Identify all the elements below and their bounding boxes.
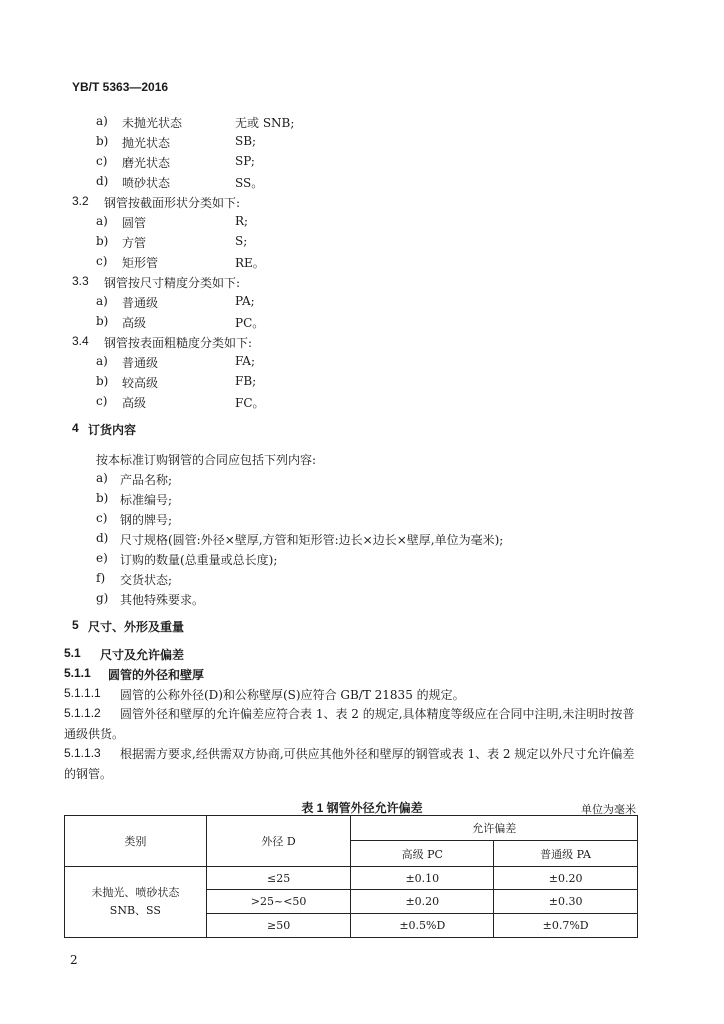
list-letter: e) <box>96 551 108 565</box>
category-cell: 未抛光、喷砂状态 SNB、SS <box>65 867 207 938</box>
list-letter: a) <box>96 294 108 308</box>
list-code: S; <box>235 234 248 248</box>
list-letter: b) <box>96 234 109 248</box>
list-code: PC。 <box>235 316 265 330</box>
list-text: 标准编号; <box>120 493 173 507</box>
list-label: 圆管 <box>122 216 147 230</box>
section-number: 4 <box>72 421 79 435</box>
list-label: 抛光状态 <box>122 136 171 150</box>
section-number: 5.1.1.3 <box>64 746 101 760</box>
list-text: 其他特殊要求。 <box>120 593 205 607</box>
list-text: 尺寸规格(圆管:外径×壁厚,方管和矩形管:边长×边长×壁厚,单位为毫米); <box>120 533 504 547</box>
page-number: 2 <box>70 953 78 967</box>
list-text: 订购的数量(总重量或总长度); <box>120 553 278 567</box>
list-letter: f) <box>96 571 106 585</box>
list-text: 产品名称; <box>120 473 173 487</box>
list-code: PA; <box>235 294 255 308</box>
list-code: SP; <box>235 154 255 168</box>
list-letter: a) <box>96 354 108 368</box>
list-code: SS。 <box>235 176 264 190</box>
section-heading: 尺寸、外形及重量 <box>88 620 185 634</box>
section-number: 5.1.1.2 <box>64 706 101 720</box>
section-text: 根据需方要求,经供需双方协商,可供应其他外径和壁厚的钢管或表 1、表 2 规定以外尺寸允许偏差的钢管。 <box>64 747 635 781</box>
od-cell: ≥50 <box>206 914 351 938</box>
table-unit: 单位为毫米 <box>581 803 636 816</box>
header-pa: 普通级 PA <box>494 841 638 867</box>
section-heading: 尺寸及允许偏差 <box>100 648 185 662</box>
header-deviation: 允许偏差 <box>351 816 638 841</box>
section-number: 3.3 <box>72 274 89 288</box>
pa-cell: ±0.7%D <box>494 914 638 938</box>
pc-cell: ±0.10 <box>351 867 494 890</box>
list-code: 无或 SNB; <box>235 116 295 130</box>
section-number: 3.2 <box>72 194 89 208</box>
pa-cell: ±0.20 <box>494 867 638 890</box>
table-caption: 表 1 钢管外径允许偏差 <box>301 801 423 815</box>
list-letter: d) <box>96 174 109 188</box>
list-label: 磨光状态 <box>122 156 171 170</box>
section-text: 按本标准订购钢管的合同应包括下列内容: <box>96 453 317 467</box>
section-text: 圆管的公称外径(D)和公称壁厚(S)应符合 GB/T 21835 的规定。 <box>120 688 465 702</box>
pc-cell: ±0.5%D <box>351 914 494 938</box>
list-letter: c) <box>96 511 108 525</box>
list-code: SB; <box>235 134 257 148</box>
section-text: 钢管按尺寸精度分类如下: <box>104 276 241 290</box>
section-text: 圆管外径和壁厚的允许偏差应符合表 1、表 2 的规定,具体精度等级应在合同中注明,未注明时按普通级供货。 <box>64 707 635 741</box>
section-number: 5.1.1.1 <box>64 686 101 700</box>
list-letter: b) <box>96 374 109 388</box>
list-code: FC。 <box>235 396 265 410</box>
list-letter: a) <box>96 214 108 228</box>
document-header: YB/T 5363—2016 <box>72 80 169 94</box>
list-letter: g) <box>96 591 109 605</box>
list-label: 方管 <box>122 236 147 250</box>
list-letter: c) <box>96 154 108 168</box>
od-cell: >25~<50 <box>206 890 351 914</box>
list-label: 喷砂状态 <box>122 176 171 190</box>
section-text: 钢管按截面形状分类如下: <box>104 196 241 210</box>
list-label: 普通级 <box>122 356 159 370</box>
list-letter: c) <box>96 254 108 268</box>
list-letter: a) <box>96 471 108 485</box>
list-letter: a) <box>96 114 108 128</box>
section-number: 5 <box>72 618 79 632</box>
list-letter: d) <box>96 531 109 545</box>
header-od: 外径 D <box>206 816 351 867</box>
list-text: 钢的牌号; <box>120 513 173 527</box>
section-number: 5.1 <box>64 646 81 660</box>
list-label: 矩形管 <box>122 256 159 270</box>
od-cell: ≤25 <box>206 867 351 890</box>
list-text: 交货状态; <box>120 573 173 587</box>
list-code: R; <box>235 214 249 228</box>
deviation-table <box>64 815 638 938</box>
list-label: 未抛光状态 <box>122 116 183 130</box>
list-label: 较高级 <box>122 376 159 390</box>
list-label: 高级 <box>122 396 147 410</box>
section-heading: 订货内容 <box>88 423 137 437</box>
list-label: 高级 <box>122 316 147 330</box>
section-heading: 圆管的外径和壁厚 <box>108 668 205 682</box>
section-number: 3.4 <box>72 334 89 348</box>
list-letter: b) <box>96 314 109 328</box>
list-code: RE。 <box>235 256 265 270</box>
pa-cell: ±0.30 <box>494 890 638 914</box>
header-category: 类别 <box>65 816 207 867</box>
list-letter: c) <box>96 394 108 408</box>
list-letter: b) <box>96 491 109 505</box>
list-code: FB; <box>235 374 257 388</box>
section-number: 5.1.1 <box>64 666 91 680</box>
list-letter: b) <box>96 134 109 148</box>
list-label: 普通级 <box>122 296 159 310</box>
header-pc: 高级 PC <box>351 841 494 867</box>
pc-cell: ±0.20 <box>351 890 494 914</box>
list-code: FA; <box>235 354 255 368</box>
section-text: 钢管按表面粗糙度分类如下: <box>104 336 253 350</box>
